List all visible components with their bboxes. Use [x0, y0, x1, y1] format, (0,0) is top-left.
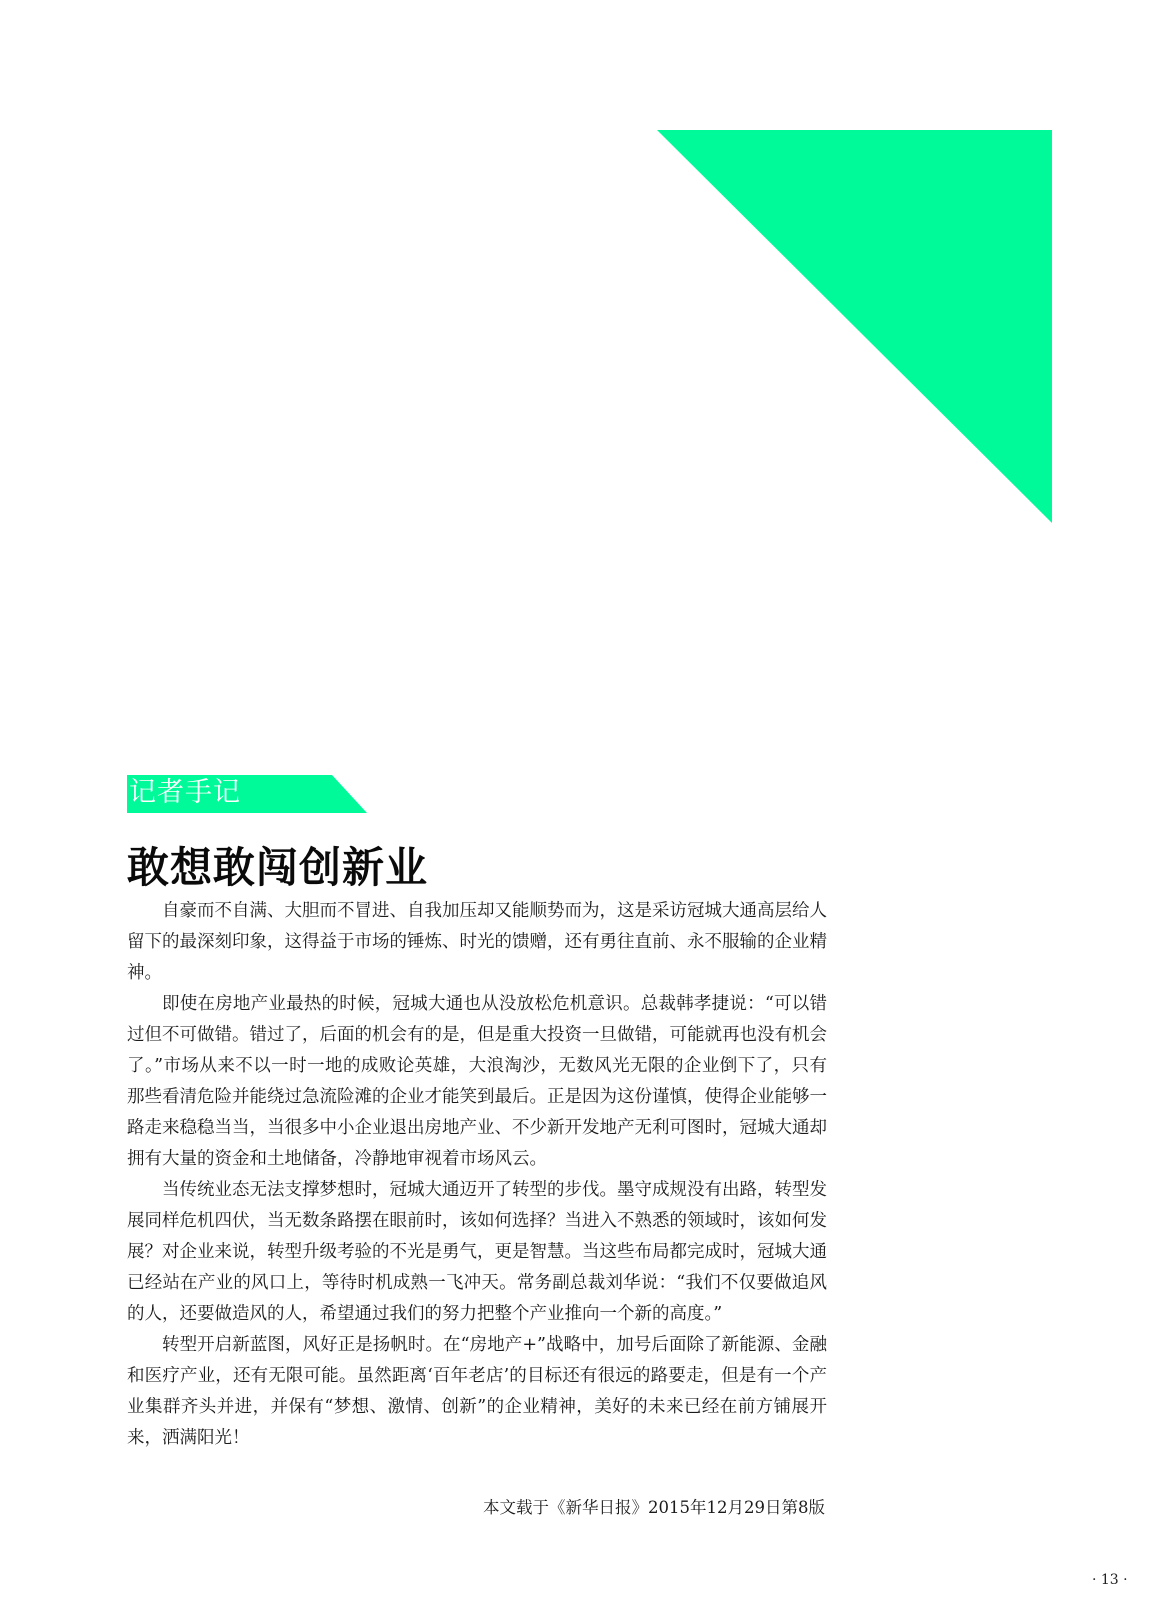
paragraph-3: 当传统业态无法支撑梦想时，冠城大通迈开了转型的步伐。墨守成规没有出路，转型发展同样危机四伏，当无数条路摆在眼前时，该如何选择？当进入不熟悉的领域时，该如何发展？对企业来说，转型升级考验的不光是勇气，更是智慧。当这些布局都完成时，冠城大通已经站在产业的风口上，等待时机成熟一飞冲天。常务副总裁刘华说：“我们不仅要做追风的人，还要做造风的人，希望通过我们的努力把整个产业推向一个新的高度。”	[127, 1180, 827, 1324]
article-body	[127, 896, 827, 1454]
article-title: 敢想敢闯创新业	[127, 843, 429, 892]
paragraph-4: 转型开启新蓝图，风好正是扬帆时。在“房地产+”战略中，加号后面除了新能源、金融和医疗产业，还有无限可能。虽然距离‘百年老店’的目标还有很远的路要走，但是有一个产业集群齐头并进，并保有“梦想、激情、创新”的企业精神，美好的未来已经在前方铺展开来，洒满阳光！	[127, 1335, 827, 1448]
source-note: 本文载于《新华日报》2015年12月29日第8版	[483, 1498, 825, 1517]
decorative-green-triangle	[657, 130, 1052, 523]
triangle-shape	[657, 130, 1052, 523]
section-tag-label: 记者手记	[129, 777, 241, 808]
section-tag	[127, 775, 367, 813]
paragraph-1: 自豪而不自满、大胆而不冒进、自我加压却又能顺势而为，这是采访冠城大通高层给人留下的最深刻印象，这得益于市场的锤炼、时光的馈赠，还有勇往直前、永不服输的企业精神。	[127, 901, 827, 983]
paragraph-2: 即使在房地产业最热的时候，冠城大通也从没放松危机意识。总裁韩孝捷说：“可以错过但不可做错。错过了，后面的机会有的是，但是重大投资一旦做错，可能就再也没有机会了。”市场从来不以一时一地的成败论英雄，大浪淘沙，无数风光无限的企业倒下了，只有那些看清危险并能绕过急流险滩的企业才能笑到最后。正是因为这份谨慎，使得企业能够一路走来稳稳当当，当很多中小企业退出房地产业、不少新开发地产无利可图时，冠城大通却拥有大量的资金和土地储备，冷静地审视着市场风云。	[127, 994, 827, 1169]
page-number: · 13 ·	[1092, 1572, 1128, 1588]
